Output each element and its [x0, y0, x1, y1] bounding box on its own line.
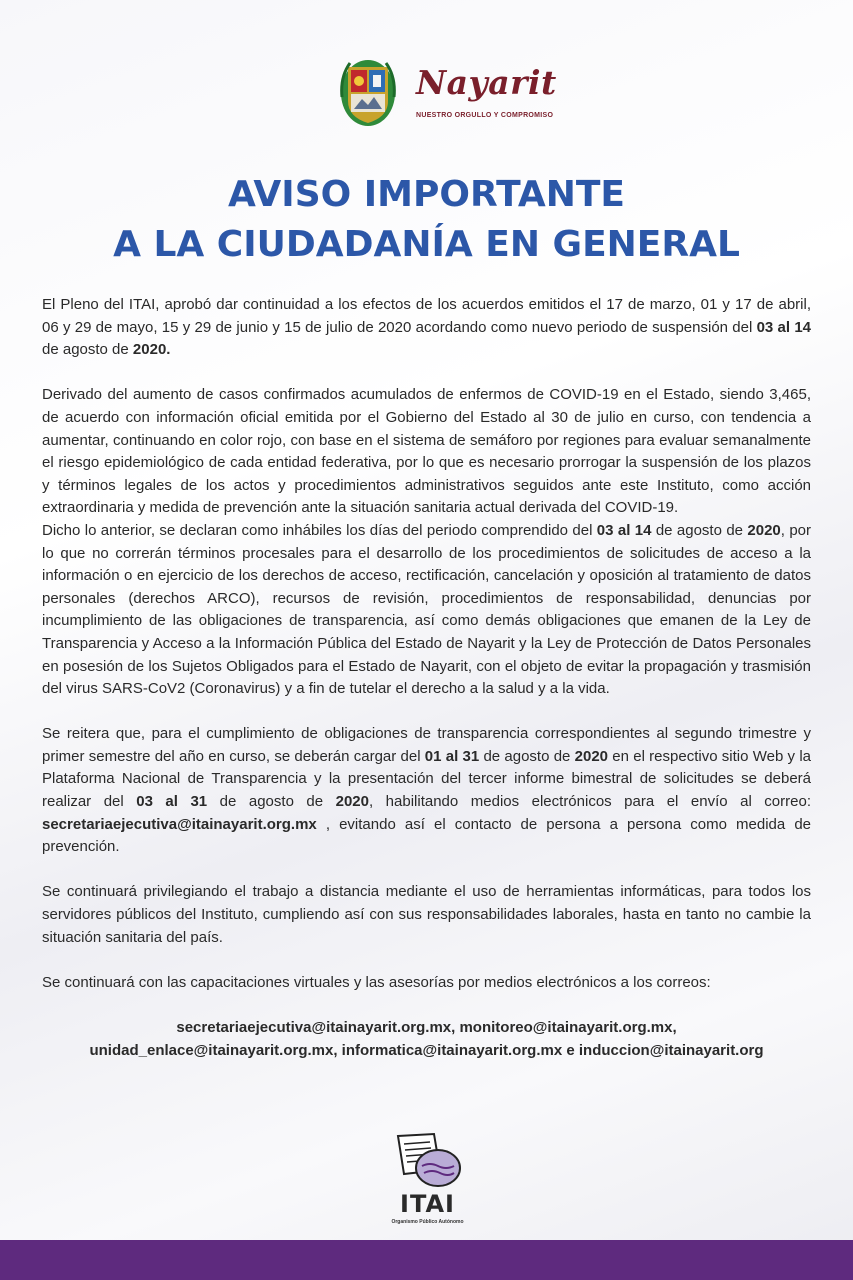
- p3-text-2: de agosto de: [651, 521, 748, 539]
- p4-text-4: de agosto de: [207, 793, 336, 811]
- p3-dates: 03 al 14: [596, 521, 652, 539]
- p4-year-2: 2020: [335, 793, 369, 811]
- coat-of-arms-icon: [340, 57, 396, 127]
- brand-tagline: NUESTRO ORGULLO Y COMPROMISO: [416, 112, 554, 119]
- paragraph-1: [42, 294, 811, 362]
- p4-dates: 01 al 31: [424, 747, 480, 765]
- p3-text-3: , por lo que no correrán términos procesales para el desarrollo de los procedimientos de solicitudes de acceso a la información o en ejercicio de los derechos de acceso, rectificación, cancelación y oposición al tratamiento de datos personales (derechos ARCO), recursos de revisión, procedimientos de responsabilidad, denuncias por incumplimiento de las obligaciones de transparencia, así como demás obligaciones que emanen de la Ley de Transparencia y Acceso a la Información Pública del Estado de Nayarit y la Ley de Protección de Datos Personales en posesión de los Sujetos Obligados para el Estado de Nayarit, con el objeto de evitar la propagación y trasmisión del virus SARS-CoV2 (Coronavirus) y a fin de tutelar el derecho a la salud y a la vida.: [42, 521, 812, 698]
- p4-text-6: , evitando así el contacto de persona a persona como medida de prevención.: [42, 815, 811, 856]
- paragraph-5: Se continuará privilegiando el trabajo a distancia mediante el uso de herramientas informáticas, para todos los servidores públicos del Instituto, cumpliendo así con sus responsabilidades laborales, hasta en tanto no cambie la situación sanitaria del país.: [42, 883, 811, 946]
- itai-logo: [380, 1130, 475, 1230]
- p4-text-3: en el respectivo sitio Web y la Plataforma Nacional de Transparencia y la presentación del tercer informe bimestral de solicitudes se deberá realizar del: [42, 747, 811, 811]
- itai-wordmark: ITAI: [400, 1190, 455, 1218]
- title-line-1: AVISO IMPORTANTE: [228, 174, 625, 215]
- p1-text-2: de agosto de: [42, 341, 133, 359]
- title-line-2: A LA CIUDADANÍA EN GENERAL: [113, 224, 740, 265]
- p1-year: 2020.: [132, 341, 171, 359]
- footer-bar: [0, 1240, 853, 1280]
- paragraph-4: [42, 723, 811, 859]
- page-title: [0, 170, 853, 270]
- document-icon: [380, 1130, 475, 1192]
- p4-text-5: , habilitando medios electrónicos para el envío al correo:: [369, 793, 811, 811]
- email-list: [42, 1017, 811, 1062]
- p3-year: 2020: [747, 521, 781, 539]
- nayarit-logo: [336, 55, 606, 139]
- p3-text: Dicho lo anterior, se declaran como inhábiles los días del periodo comprendido del: [42, 521, 597, 539]
- paragraph-3: [42, 520, 811, 701]
- paragraph-2: Derivado del aumento de casos confirmados acumulados de enfermos de COVID-19 en el Estado, siendo 3,465, de acuerdo con información oficial emitida por el Gobierno del Estado al 30 de julio en curso, con tendencia a aumentar, continuando en color rojo, con base en el sistema de semáforo por regiones para evaluar semanalmente el riesgo epidemiológico de cada entidad federativa, por lo que es necesario prorrogar la suspensión de los plazos y términos legales de los actos y procedimientos administrativos seguidos ante este Instituto, como acción extraordinaria y medida de prevención ante la situación sanitaria actual derivada del COVID-19.: [42, 386, 811, 517]
- brand-name: Nayarit: [416, 63, 557, 102]
- p4-dates-2: 03 al 31: [136, 793, 208, 811]
- p4-year: 2020: [574, 747, 609, 765]
- itai-subtitle: Organismo Público Autónomo: [391, 1219, 464, 1225]
- p4-text: Se reitera que, para el cumplimiento de obligaciones de transparencia correspondientes al segundo trimestre y primer semestre del año en curso, se deberán cargar del: [42, 725, 811, 765]
- notice-body: [42, 294, 811, 1062]
- email-line-1: secretariaejecutiva@itainayarit.org.mx, monitoreo@itainayarit.org.mx,: [176, 1019, 677, 1036]
- p4-text-2: de agosto de: [479, 747, 575, 765]
- p1-dates: 03 al 14: [756, 318, 812, 336]
- paragraph-6: Se continuará con las capacitaciones virtuales y las asesorías por medios electrónicos a los correos:: [42, 973, 711, 991]
- p4-email: secretariaejecutiva@itainayarit.org.mx: [42, 815, 317, 833]
- email-line-2: unidad_enlace@itainayarit.org.mx, informatica@itainayarit.org.mx e induccion@itainayarit.org: [89, 1041, 764, 1059]
- p1-text: El Pleno del ITAI, aprobó dar continuidad a los efectos de los acuerdos emitidos el 17 de marzo, 01 y 17 de abril, 06 y 29 de mayo, 15 y 29 de junio y 15 de julio de 2020 acordando como nuevo periodo de suspensión del: [42, 296, 811, 336]
